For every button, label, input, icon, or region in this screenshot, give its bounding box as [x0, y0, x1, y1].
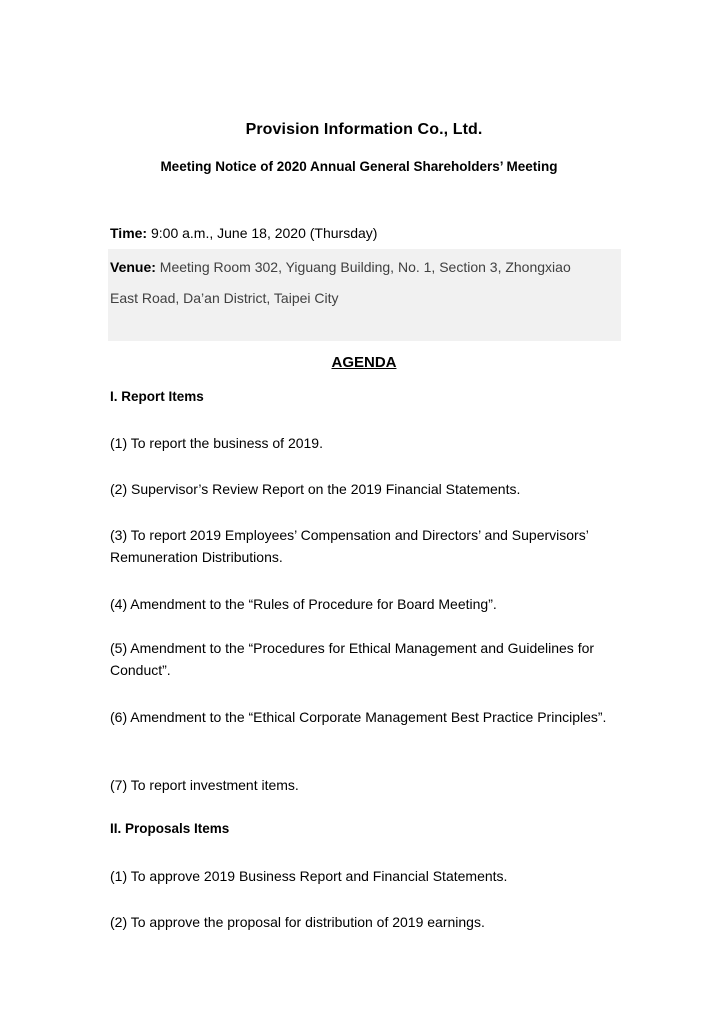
time-label: Time: [110, 225, 148, 241]
report-item: (2) Supervisor’s Review Report on the 2019 Financial Statements. [110, 481, 521, 497]
report-item: (1) To report the business of 2019. [110, 435, 323, 451]
venue-line-1: Meeting Room 302, Yiguang Building, No. 1, Section 3, Zhongxiao [155, 259, 571, 275]
venue-line-2: East Road, Da’an District, Taipei City [110, 290, 339, 306]
meeting-time [110, 223, 377, 243]
report-item: (7) To report investment items. [110, 777, 299, 793]
venue-label: Venue: [110, 259, 156, 275]
report-item: (3) To report 2019 Employees’ Compensation and Directors’ and Supervisors’ Remuneration Distributions. [110, 527, 589, 565]
report-item: (5) Amendment to the “Procedures for Ethical Management and Guidelines for Conduct”. [110, 640, 595, 678]
time-value: 9:00 a.m., June 18, 2020 (Thursday) [147, 225, 378, 241]
report-item: (6) Amendment to the “Ethical Corporate Management Best Practice Principles”. [110, 709, 607, 725]
report-item: (4) Amendment to the “Rules of Procedure for Board Meeting”. [110, 596, 497, 612]
proposal-item: (2) To approve the proposal for distribution of 2019 earnings. [110, 914, 485, 930]
report-items-heading: I. Report Items [110, 389, 204, 404]
company-title: Provision Information Co., Ltd. [245, 121, 483, 138]
meeting-venue [110, 257, 571, 277]
notice-subtitle: Meeting Notice of 2020 Annual General Shareholders’ Meeting [160, 159, 558, 174]
agenda-title: AGENDA [331, 354, 397, 371]
proposal-items-heading: II. Proposals Items [110, 821, 230, 836]
proposal-item: (1) To approve 2019 Business Report and Financial Statements. [110, 868, 508, 884]
